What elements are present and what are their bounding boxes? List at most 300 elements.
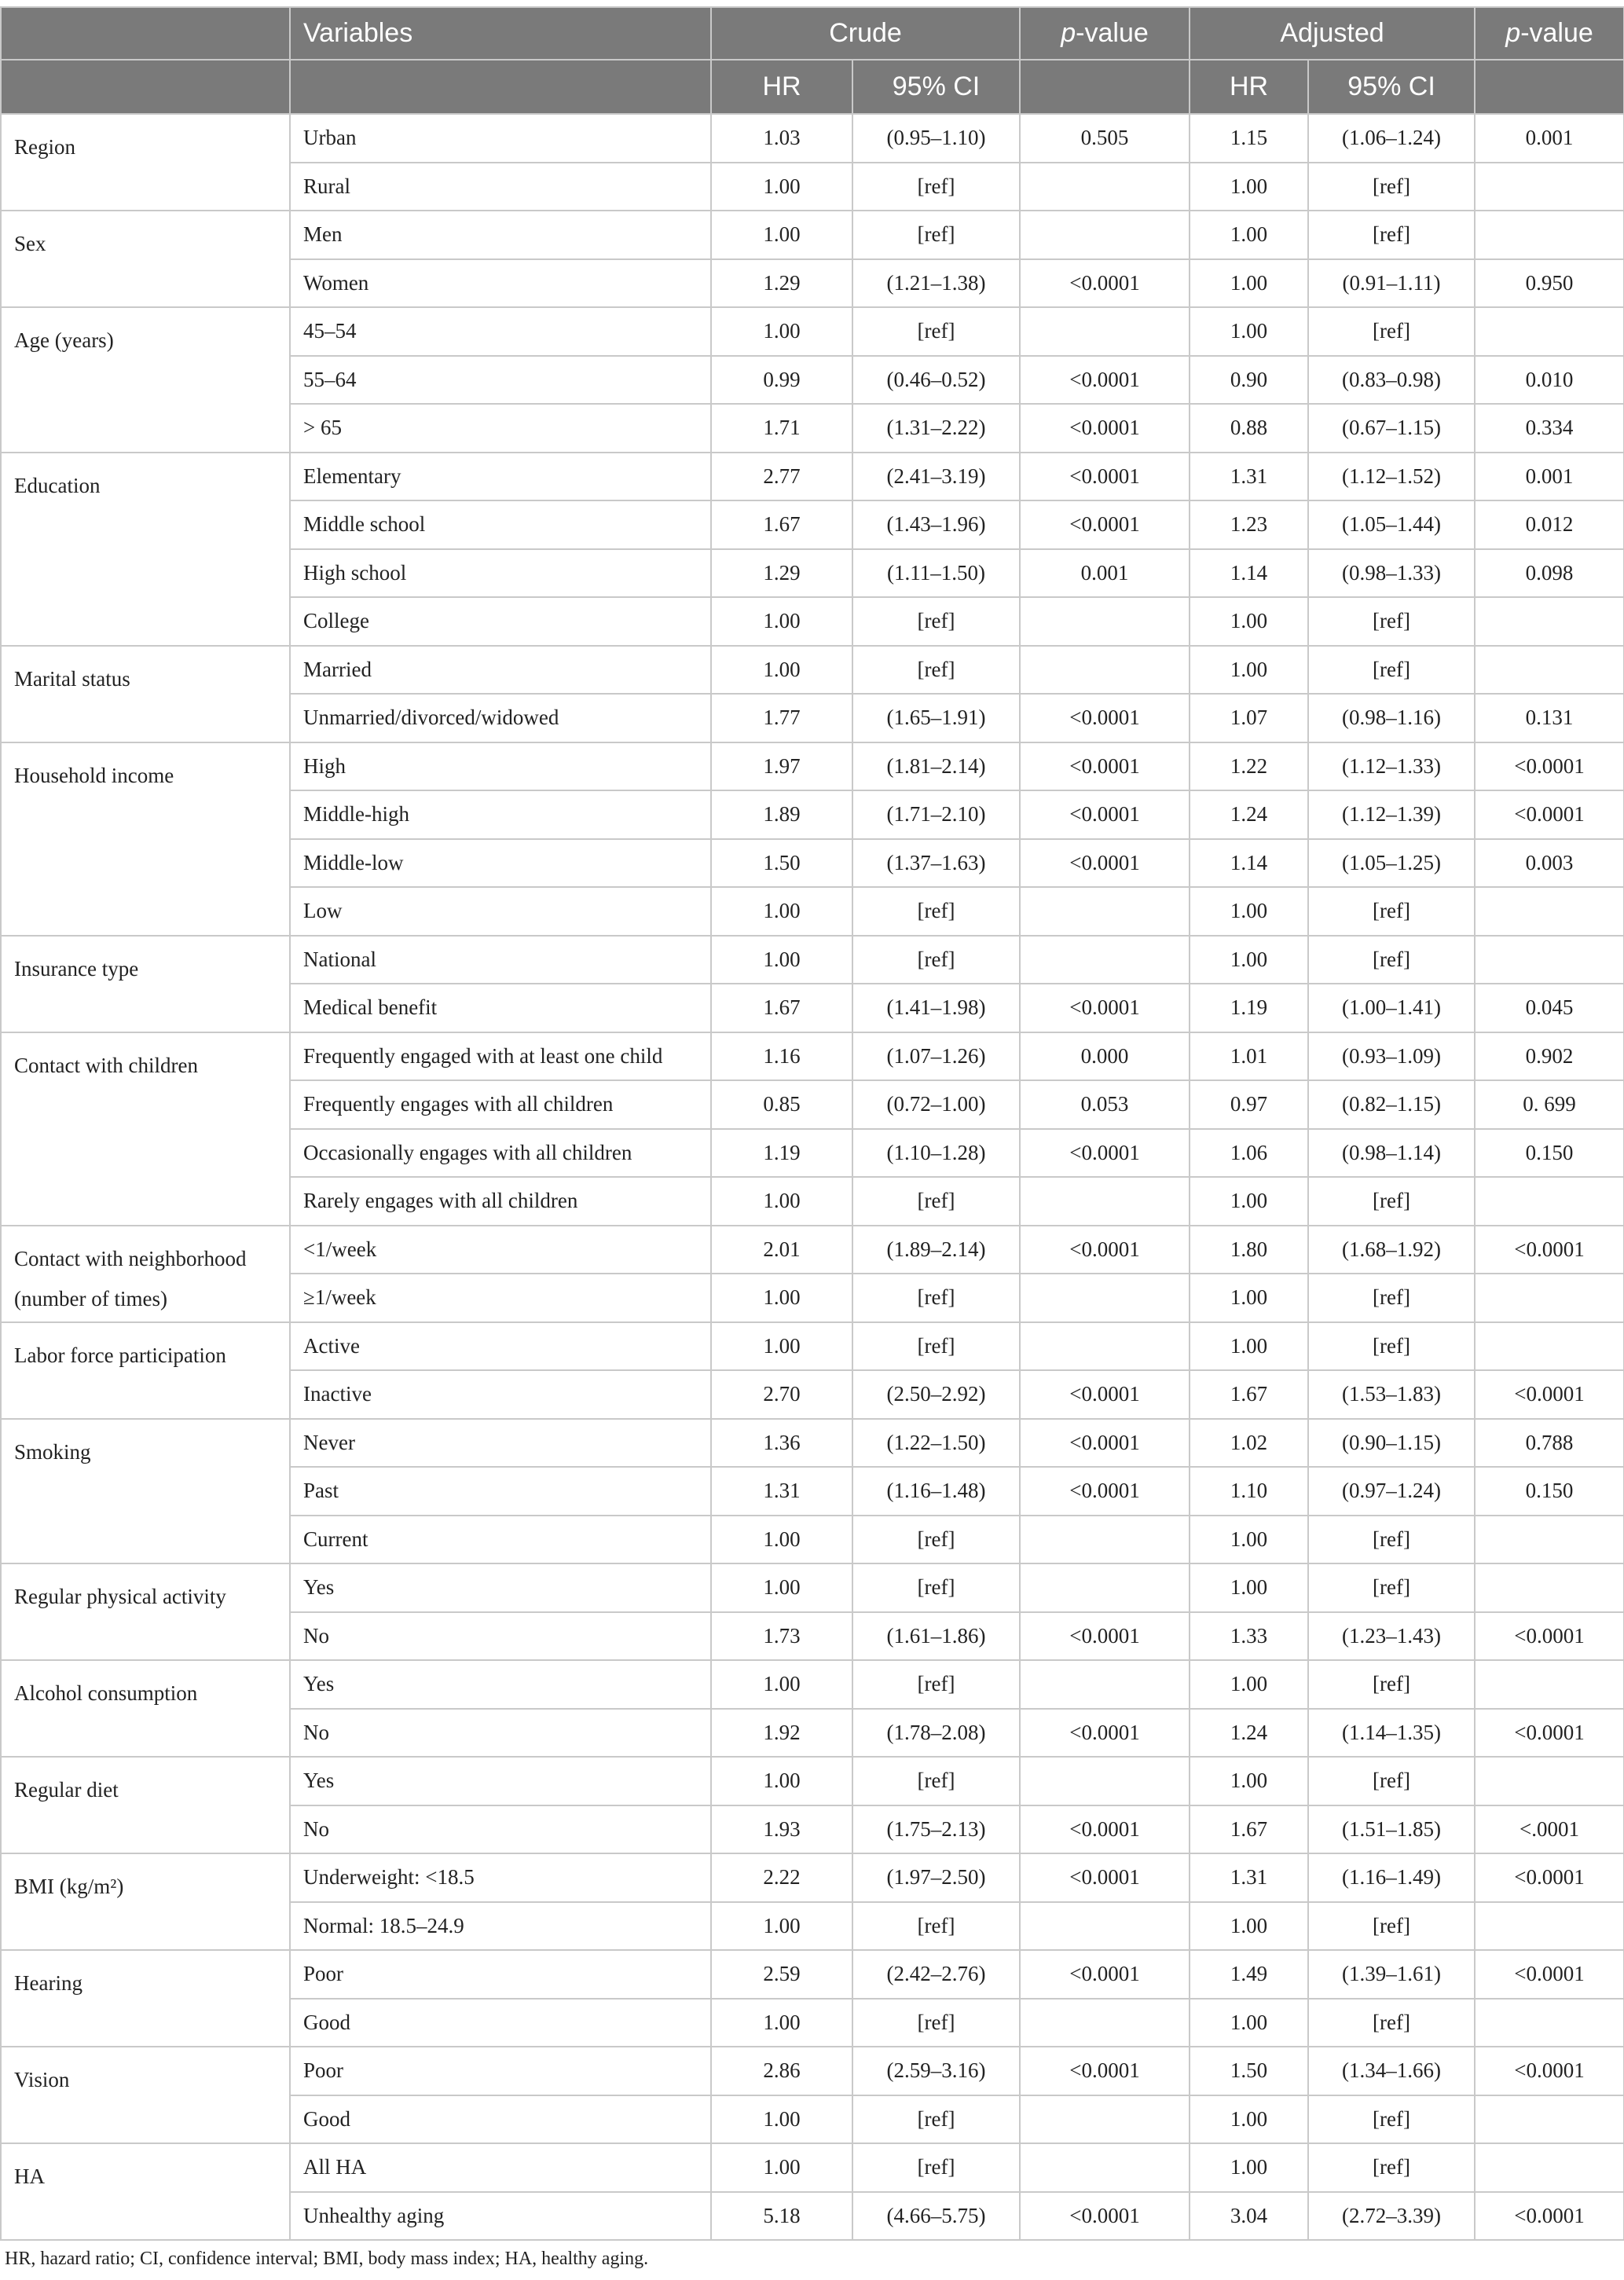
category-cell: Yes: [290, 1563, 711, 1612]
crude-pvalue-cell: [1020, 1757, 1190, 1805]
adjusted-ci-cell: [ref]: [1308, 211, 1475, 259]
variable-name-cell: Sex: [1, 211, 290, 307]
crude-ci-cell: (1.31–2.22): [852, 404, 1020, 453]
table-row: [1, 1322, 1624, 1371]
crude-pvalue-cell: <0.0001: [1020, 1950, 1190, 1999]
crude-ci-cell: (1.81–2.14): [852, 742, 1020, 791]
adjusted-ci-cell: (1.06–1.24): [1308, 114, 1475, 163]
adjusted-hr-cell: 1.10: [1190, 1467, 1308, 1516]
table-row: [1, 1757, 1624, 1805]
variable-name-cell: Regular physical activity: [1, 1563, 290, 1660]
category-cell: Yes: [290, 1757, 711, 1805]
table-row: [1, 1419, 1624, 1468]
adjusted-pvalue-cell: [1475, 1274, 1624, 1322]
adjusted-hr-cell: 0.90: [1190, 356, 1308, 405]
crude-pvalue-cell: [1020, 1563, 1190, 1612]
adjusted-hr-cell: 1.00: [1190, 1660, 1308, 1709]
crude-hr-cell: 0.85: [711, 1080, 852, 1129]
adjusted-ci-cell: (1.14–1.35): [1308, 1709, 1475, 1758]
adjusted-pvalue-cell: [1475, 1757, 1624, 1805]
adjusted-ci-cell: (0.90–1.15): [1308, 1419, 1475, 1468]
crude-pvalue-cell: <0.0001: [1020, 1129, 1190, 1178]
category-cell: <1/week: [290, 1226, 711, 1274]
crude-hr-cell: 1.00: [711, 1516, 852, 1564]
category-cell: No: [290, 1805, 711, 1854]
variable-name-cell: Contact with neighborhood (number of times): [1, 1226, 290, 1322]
crude-ci-cell: (1.10–1.28): [852, 1129, 1020, 1178]
category-cell: Frequently engages with all children: [290, 1080, 711, 1129]
adjusted-hr-cell: 1.14: [1190, 839, 1308, 888]
crude-ci-cell: (1.11–1.50): [852, 549, 1020, 598]
adjusted-hr-cell: 1.49: [1190, 1950, 1308, 1999]
crude-pvalue-cell: <0.0001: [1020, 453, 1190, 501]
crude-ci-cell: (4.66–5.75): [852, 2192, 1020, 2241]
category-cell: Occasionally engages with all children: [290, 1129, 711, 1178]
category-cell: Poor: [290, 2047, 711, 2095]
adjusted-pvalue-cell: [1475, 597, 1624, 646]
adjusted-hr-cell: 1.00: [1190, 1902, 1308, 1951]
adjusted-hr-cell: 1.00: [1190, 887, 1308, 936]
adjusted-pvalue-cell: 0.001: [1475, 453, 1624, 501]
crude-ci-cell: (1.16–1.48): [852, 1467, 1020, 1516]
crude-ci-cell: (2.50–2.92): [852, 1370, 1020, 1419]
adjusted-hr-cell: 1.22: [1190, 742, 1308, 791]
crude-pvalue-cell: <0.0001: [1020, 259, 1190, 308]
crude-hr-cell: 1.00: [711, 211, 852, 259]
crude-pvalue-cell: [1020, 163, 1190, 211]
crude-hr-cell: 1.03: [711, 114, 852, 163]
header-adjusted-ci: 95% CI: [1308, 60, 1475, 114]
p-suffix: -value: [1520, 18, 1593, 48]
variable-name-cell: Education: [1, 453, 290, 646]
crude-ci-cell: [ref]: [852, 887, 1020, 936]
crude-hr-cell: 1.89: [711, 790, 852, 839]
adjusted-ci-cell: (0.67–1.15): [1308, 404, 1475, 453]
crude-pvalue-cell: <0.0001: [1020, 2047, 1190, 2095]
header-adjusted: Adjusted: [1190, 7, 1475, 60]
p-suffix: -value: [1076, 18, 1149, 48]
crude-hr-cell: 2.70: [711, 1370, 852, 1419]
adjusted-hr-cell: 1.00: [1190, 1274, 1308, 1322]
crude-ci-cell: [ref]: [852, 1757, 1020, 1805]
adjusted-pvalue-cell: [1475, 163, 1624, 211]
crude-ci-cell: (1.89–2.14): [852, 1226, 1020, 1274]
table-row: [1, 1032, 1624, 1081]
header-blank: [1, 7, 290, 60]
crude-pvalue-cell: <0.0001: [1020, 694, 1190, 742]
variable-name-cell: Hearing: [1, 1950, 290, 2047]
crude-hr-cell: 1.93: [711, 1805, 852, 1854]
crude-ci-cell: (0.72–1.00): [852, 1080, 1020, 1129]
table-row: [1, 307, 1624, 356]
adjusted-pvalue-cell: <0.0001: [1475, 1612, 1624, 1661]
category-cell: Normal: 18.5–24.9: [290, 1902, 711, 1951]
adjusted-hr-cell: 1.06: [1190, 1129, 1308, 1178]
adjusted-pvalue-cell: <0.0001: [1475, 2047, 1624, 2095]
crude-hr-cell: 1.73: [711, 1612, 852, 1661]
adjusted-hr-cell: 1.14: [1190, 549, 1308, 598]
hazard-ratio-table: [0, 6, 1624, 2241]
table-body: [1, 114, 1624, 2240]
crude-ci-cell: (1.21–1.38): [852, 259, 1020, 308]
crude-hr-cell: 1.00: [711, 2095, 852, 2144]
adjusted-pvalue-cell: [1475, 1902, 1624, 1951]
crude-ci-cell: (1.78–2.08): [852, 1709, 1020, 1758]
crude-ci-cell: (2.59–3.16): [852, 2047, 1020, 2095]
category-cell: Rarely engages with all children: [290, 1177, 711, 1226]
adjusted-hr-cell: 1.00: [1190, 259, 1308, 308]
adjusted-hr-cell: 3.04: [1190, 2192, 1308, 2241]
table-row: [1, 2143, 1624, 2192]
crude-pvalue-cell: [1020, 936, 1190, 984]
adjusted-hr-cell: 1.00: [1190, 1757, 1308, 1805]
adjusted-pvalue-cell: 0.012: [1475, 500, 1624, 549]
crude-pvalue-cell: <0.0001: [1020, 404, 1190, 453]
header-blank: [1475, 60, 1624, 114]
category-cell: Middle-low: [290, 839, 711, 888]
crude-pvalue-cell: 0.000: [1020, 1032, 1190, 1081]
crude-hr-cell: 2.59: [711, 1950, 852, 1999]
crude-pvalue-cell: [1020, 2143, 1190, 2192]
crude-pvalue-cell: 0.001: [1020, 549, 1190, 598]
table-row: [1, 1226, 1624, 1274]
crude-hr-cell: 1.16: [711, 1032, 852, 1081]
crude-hr-cell: 1.29: [711, 259, 852, 308]
crude-pvalue-cell: [1020, 1516, 1190, 1564]
header-crude: Crude: [711, 7, 1020, 60]
crude-hr-cell: 1.92: [711, 1709, 852, 1758]
adjusted-pvalue-cell: <0.0001: [1475, 742, 1624, 791]
crude-ci-cell: [ref]: [852, 2095, 1020, 2144]
crude-hr-cell: 1.00: [711, 1660, 852, 1709]
variable-name-cell: Contact with children: [1, 1032, 290, 1226]
table-header: [1, 7, 1624, 114]
adjusted-ci-cell: (0.98–1.33): [1308, 549, 1475, 598]
category-cell: Past: [290, 1467, 711, 1516]
crude-pvalue-cell: <0.0001: [1020, 1419, 1190, 1468]
adjusted-pvalue-cell: <0.0001: [1475, 1226, 1624, 1274]
adjusted-hr-cell: 1.15: [1190, 114, 1308, 163]
category-cell: No: [290, 1612, 711, 1661]
crude-hr-cell: 1.67: [711, 984, 852, 1032]
header-adjusted-pvalue: [1475, 7, 1624, 60]
adjusted-ci-cell: (1.05–1.44): [1308, 500, 1475, 549]
category-cell: Unmarried/divorced/widowed: [290, 694, 711, 742]
adjusted-hr-cell: 1.00: [1190, 1563, 1308, 1612]
category-cell: Active: [290, 1322, 711, 1371]
category-cell: Underweight: <18.5: [290, 1853, 711, 1902]
adjusted-hr-cell: 1.33: [1190, 1612, 1308, 1661]
crude-hr-cell: 1.97: [711, 742, 852, 791]
adjusted-pvalue-cell: [1475, 936, 1624, 984]
category-cell: Urban: [290, 114, 711, 163]
category-cell: Married: [290, 646, 711, 695]
crude-pvalue-cell: [1020, 2095, 1190, 2144]
crude-ci-cell: (1.75–2.13): [852, 1805, 1020, 1854]
category-cell: Unhealthy aging: [290, 2192, 711, 2241]
adjusted-ci-cell: [ref]: [1308, 163, 1475, 211]
adjusted-pvalue-cell: 0. 699: [1475, 1080, 1624, 1129]
category-cell: High: [290, 742, 711, 791]
crude-ci-cell: [ref]: [852, 936, 1020, 984]
crude-pvalue-cell: [1020, 1660, 1190, 1709]
header-blank: [1, 60, 290, 114]
crude-hr-cell: 1.77: [711, 694, 852, 742]
adjusted-hr-cell: 1.00: [1190, 307, 1308, 356]
adjusted-hr-cell: 0.88: [1190, 404, 1308, 453]
crude-pvalue-cell: <0.0001: [1020, 984, 1190, 1032]
variable-name-cell: Smoking: [1, 1419, 290, 1564]
crude-pvalue-cell: <0.0001: [1020, 1853, 1190, 1902]
header-crude-hr: HR: [711, 60, 852, 114]
crude-ci-cell: [ref]: [852, 1999, 1020, 2047]
adjusted-ci-cell: [ref]: [1308, 1274, 1475, 1322]
crude-pvalue-cell: [1020, 307, 1190, 356]
adjusted-ci-cell: (1.16–1.49): [1308, 1853, 1475, 1902]
adjusted-ci-cell: [ref]: [1308, 646, 1475, 695]
adjusted-hr-cell: 1.00: [1190, 597, 1308, 646]
crude-pvalue-cell: [1020, 597, 1190, 646]
p-letter: p: [1061, 18, 1076, 48]
adjusted-hr-cell: 1.00: [1190, 1177, 1308, 1226]
table-row: [1, 453, 1624, 501]
adjusted-pvalue-cell: [1475, 2095, 1624, 2144]
crude-pvalue-cell: <0.0001: [1020, 790, 1190, 839]
crude-pvalue-cell: <0.0001: [1020, 1709, 1190, 1758]
adjusted-hr-cell: 1.80: [1190, 1226, 1308, 1274]
crude-ci-cell: [ref]: [852, 2143, 1020, 2192]
adjusted-hr-cell: 1.02: [1190, 1419, 1308, 1468]
adjusted-hr-cell: 1.24: [1190, 790, 1308, 839]
table-row: [1, 646, 1624, 695]
header-variables: Variables: [290, 7, 711, 60]
category-cell: No: [290, 1709, 711, 1758]
crude-pvalue-cell: <0.0001: [1020, 500, 1190, 549]
adjusted-ci-cell: (0.91–1.11): [1308, 259, 1475, 308]
crude-hr-cell: 1.00: [711, 163, 852, 211]
header-adjusted-hr: HR: [1190, 60, 1308, 114]
adjusted-ci-cell: (0.98–1.14): [1308, 1129, 1475, 1178]
adjusted-ci-cell: [ref]: [1308, 1757, 1475, 1805]
crude-ci-cell: (1.61–1.86): [852, 1612, 1020, 1661]
adjusted-ci-cell: (1.05–1.25): [1308, 839, 1475, 888]
crude-hr-cell: 1.00: [711, 646, 852, 695]
adjusted-ci-cell: (1.39–1.61): [1308, 1950, 1475, 1999]
crude-hr-cell: 1.00: [711, 1177, 852, 1226]
crude-pvalue-cell: [1020, 1999, 1190, 2047]
adjusted-hr-cell: 1.31: [1190, 1853, 1308, 1902]
adjusted-ci-cell: [ref]: [1308, 1563, 1475, 1612]
category-cell: Poor: [290, 1950, 711, 1999]
header-blank: [290, 60, 711, 114]
adjusted-hr-cell: 1.31: [1190, 453, 1308, 501]
adjusted-ci-cell: (0.98–1.16): [1308, 694, 1475, 742]
adjusted-pvalue-cell: <0.0001: [1475, 2192, 1624, 2241]
adjusted-pvalue-cell: 0.902: [1475, 1032, 1624, 1081]
variable-name-cell: Insurance type: [1, 936, 290, 1032]
category-cell: Inactive: [290, 1370, 711, 1419]
category-cell: Middle-high: [290, 790, 711, 839]
crude-ci-cell: [ref]: [852, 646, 1020, 695]
table-row: [1, 2047, 1624, 2095]
category-cell: 55–64: [290, 356, 711, 405]
adjusted-pvalue-cell: 0.788: [1475, 1419, 1624, 1468]
crude-ci-cell: (1.41–1.98): [852, 984, 1020, 1032]
crude-pvalue-cell: [1020, 646, 1190, 695]
category-cell: All HA: [290, 2143, 711, 2192]
table-row: [1, 211, 1624, 259]
crude-pvalue-cell: <0.0001: [1020, 742, 1190, 791]
table-row: [1, 1853, 1624, 1902]
crude-ci-cell: [ref]: [852, 597, 1020, 646]
adjusted-hr-cell: 1.00: [1190, 1516, 1308, 1564]
variable-name-cell: Vision: [1, 2047, 290, 2143]
crude-pvalue-cell: [1020, 1902, 1190, 1951]
adjusted-hr-cell: 1.19: [1190, 984, 1308, 1032]
variable-name-cell: Marital status: [1, 646, 290, 742]
adjusted-pvalue-cell: <0.0001: [1475, 1853, 1624, 1902]
category-cell: Middle school: [290, 500, 711, 549]
category-cell: Women: [290, 259, 711, 308]
crude-hr-cell: 1.29: [711, 549, 852, 598]
adjusted-ci-cell: (1.00–1.41): [1308, 984, 1475, 1032]
adjusted-ci-cell: (0.93–1.09): [1308, 1032, 1475, 1081]
category-cell: College: [290, 597, 711, 646]
adjusted-pvalue-cell: [1475, 211, 1624, 259]
adjusted-ci-cell: [ref]: [1308, 1902, 1475, 1951]
adjusted-ci-cell: (1.12–1.52): [1308, 453, 1475, 501]
crude-hr-cell: 2.86: [711, 2047, 852, 2095]
category-cell: Medical benefit: [290, 984, 711, 1032]
adjusted-pvalue-cell: [1475, 1322, 1624, 1371]
adjusted-pvalue-cell: [1475, 2143, 1624, 2192]
crude-ci-cell: (1.71–2.10): [852, 790, 1020, 839]
variable-name-cell: Household income: [1, 742, 290, 936]
crude-hr-cell: 1.00: [711, 1757, 852, 1805]
crude-hr-cell: 2.77: [711, 453, 852, 501]
adjusted-pvalue-cell: <.0001: [1475, 1805, 1624, 1854]
header-row-sub: [1, 60, 1624, 114]
variable-name-cell: Age (years): [1, 307, 290, 453]
crude-ci-cell: (2.41–3.19): [852, 453, 1020, 501]
adjusted-hr-cell: 1.00: [1190, 1322, 1308, 1371]
category-cell: Never: [290, 1419, 711, 1468]
adjusted-ci-cell: [ref]: [1308, 1999, 1475, 2047]
variable-name-cell: Regular diet: [1, 1757, 290, 1853]
category-cell: > 65: [290, 404, 711, 453]
variable-name-cell: BMI (kg/m²): [1, 1853, 290, 1950]
crude-pvalue-cell: <0.0001: [1020, 356, 1190, 405]
category-cell: Frequently engaged with at least one child: [290, 1032, 711, 1081]
crude-ci-cell: [ref]: [852, 1322, 1020, 1371]
category-cell: Men: [290, 211, 711, 259]
adjusted-pvalue-cell: <0.0001: [1475, 1950, 1624, 1999]
adjusted-ci-cell: [ref]: [1308, 2143, 1475, 2192]
crude-ci-cell: [ref]: [852, 1902, 1020, 1951]
adjusted-pvalue-cell: [1475, 887, 1624, 936]
crude-pvalue-cell: [1020, 1322, 1190, 1371]
crude-pvalue-cell: 0.505: [1020, 114, 1190, 163]
crude-ci-cell: [ref]: [852, 1563, 1020, 1612]
crude-hr-cell: 1.31: [711, 1467, 852, 1516]
crude-hr-cell: 2.22: [711, 1853, 852, 1902]
adjusted-ci-cell: (1.34–1.66): [1308, 2047, 1475, 2095]
crude-hr-cell: 1.19: [711, 1129, 852, 1178]
adjusted-pvalue-cell: [1475, 1177, 1624, 1226]
crude-hr-cell: 1.00: [711, 887, 852, 936]
crude-ci-cell: [ref]: [852, 1274, 1020, 1322]
adjusted-pvalue-cell: 0.150: [1475, 1129, 1624, 1178]
adjusted-hr-cell: 1.00: [1190, 936, 1308, 984]
crude-hr-cell: 1.00: [711, 307, 852, 356]
crude-hr-cell: 1.50: [711, 839, 852, 888]
crude-hr-cell: 1.00: [711, 1902, 852, 1951]
crude-ci-cell: (0.46–0.52): [852, 356, 1020, 405]
crude-ci-cell: (1.97–2.50): [852, 1853, 1020, 1902]
table-footnote: HR, hazard ratio; CI, confidence interval; BMI, body mass index; HA, healthy aging.: [5, 2249, 649, 2269]
adjusted-hr-cell: 1.00: [1190, 2143, 1308, 2192]
adjusted-ci-cell: [ref]: [1308, 307, 1475, 356]
variable-name-cell: HA: [1, 2143, 290, 2240]
crude-pvalue-cell: <0.0001: [1020, 1370, 1190, 1419]
category-cell: 45–54: [290, 307, 711, 356]
crude-pvalue-cell: <0.0001: [1020, 839, 1190, 888]
table-row: [1, 1563, 1624, 1612]
adjusted-pvalue-cell: 0.003: [1475, 839, 1624, 888]
adjusted-pvalue-cell: [1475, 1660, 1624, 1709]
crude-pvalue-cell: <0.0001: [1020, 1467, 1190, 1516]
crude-hr-cell: 1.36: [711, 1419, 852, 1468]
adjusted-ci-cell: [ref]: [1308, 1660, 1475, 1709]
category-cell: Good: [290, 1999, 711, 2047]
crude-ci-cell: [ref]: [852, 163, 1020, 211]
crude-pvalue-cell: <0.0001: [1020, 2192, 1190, 2241]
crude-pvalue-cell: <0.0001: [1020, 1805, 1190, 1854]
crude-ci-cell: (0.95–1.10): [852, 114, 1020, 163]
adjusted-pvalue-cell: 0.150: [1475, 1467, 1624, 1516]
adjusted-ci-cell: [ref]: [1308, 887, 1475, 936]
adjusted-ci-cell: [ref]: [1308, 1516, 1475, 1564]
crude-ci-cell: (2.42–2.76): [852, 1950, 1020, 1999]
adjusted-pvalue-cell: 0.334: [1475, 404, 1624, 453]
adjusted-ci-cell: [ref]: [1308, 936, 1475, 984]
adjusted-pvalue-cell: 0.131: [1475, 694, 1624, 742]
adjusted-ci-cell: (1.68–1.92): [1308, 1226, 1475, 1274]
adjusted-hr-cell: 1.00: [1190, 163, 1308, 211]
adjusted-pvalue-cell: 0.001: [1475, 114, 1624, 163]
crude-hr-cell: 1.00: [711, 1999, 852, 2047]
header-crude-ci: 95% CI: [852, 60, 1020, 114]
adjusted-ci-cell: (1.51–1.85): [1308, 1805, 1475, 1854]
adjusted-hr-cell: 1.00: [1190, 2095, 1308, 2144]
crude-hr-cell: 1.67: [711, 500, 852, 549]
crude-ci-cell: (1.37–1.63): [852, 839, 1020, 888]
adjusted-pvalue-cell: 0.098: [1475, 549, 1624, 598]
category-cell: Low: [290, 887, 711, 936]
table-row: [1, 1660, 1624, 1709]
category-cell: Good: [290, 2095, 711, 2144]
category-cell: Current: [290, 1516, 711, 1564]
header-blank: [1020, 60, 1190, 114]
category-cell: Elementary: [290, 453, 711, 501]
adjusted-ci-cell: [ref]: [1308, 1177, 1475, 1226]
adjusted-ci-cell: (1.53–1.83): [1308, 1370, 1475, 1419]
crude-ci-cell: [ref]: [852, 1516, 1020, 1564]
variable-name-cell: Region: [1, 114, 290, 211]
category-cell: High school: [290, 549, 711, 598]
table-row: [1, 936, 1624, 984]
adjusted-pvalue-cell: [1475, 1999, 1624, 2047]
